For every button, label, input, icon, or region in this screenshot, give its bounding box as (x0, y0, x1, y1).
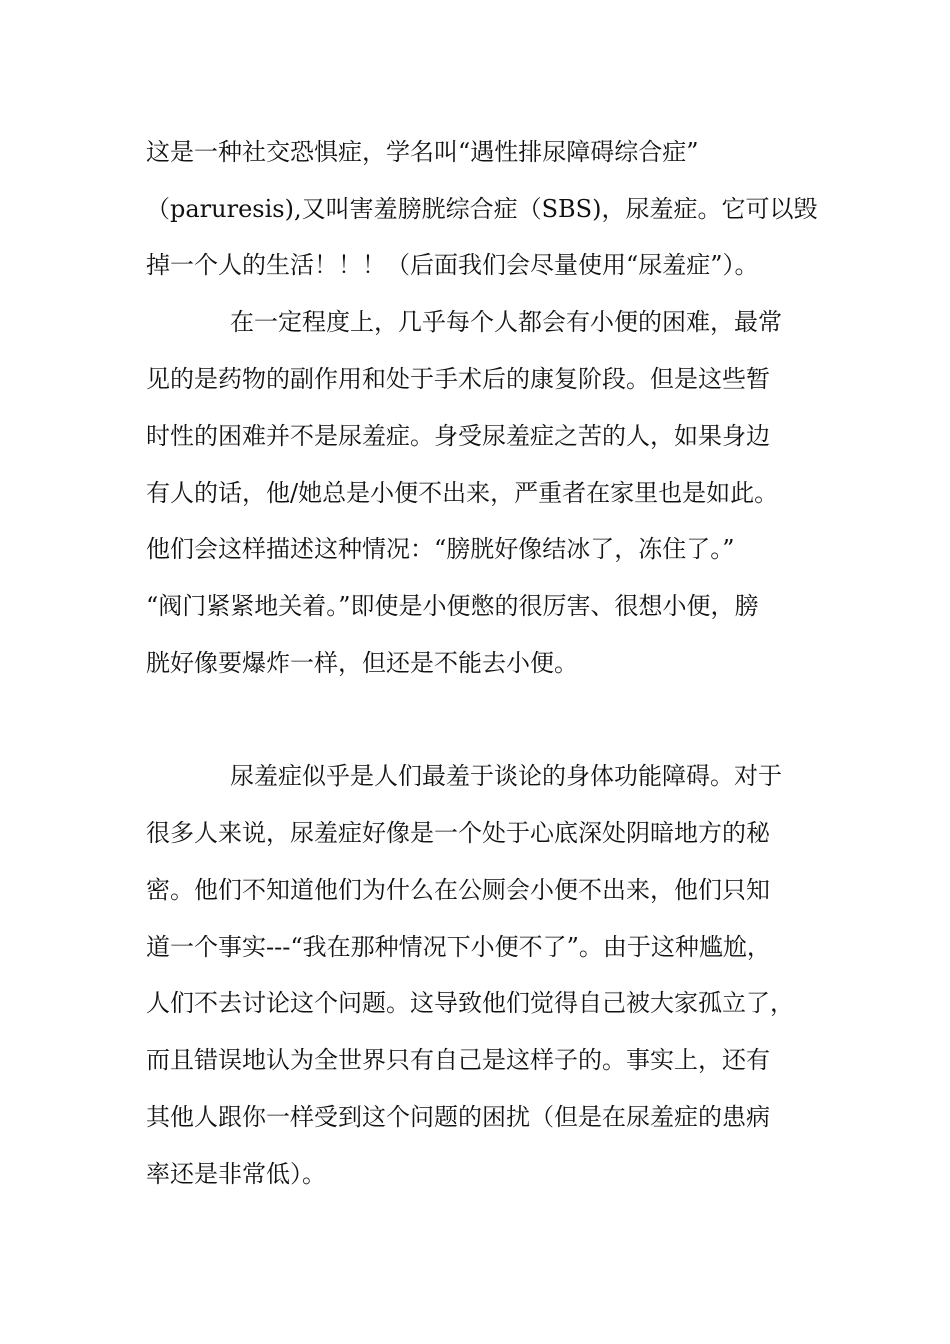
paragraph-3-line-3: 密。他们不知道他们为什么在公厕会小便不出来，他们只知 (146, 876, 770, 904)
paragraph-3-line-2: 很多人来说，尿羞症好像是一个处于心底深处阴暗地方的秘 (146, 819, 770, 847)
paragraph-3-line-5: 人们不去讨论这个问题。这导致他们觉得自己被大家孤立了， (146, 989, 794, 1017)
paragraph-3-line-6: 而且错误地认为全世界只有自己是这样子的。事实上，还有 (146, 1046, 770, 1074)
paragraph-2-line-2: 见的是药物的副作用和处于手术后的康复阶段。但是这些暂 (146, 365, 770, 393)
paragraph-2-line-1: 在一定程度上，几乎每个人都会有小便的困难，最常 (230, 308, 782, 336)
paragraph-2-line-7: 胱好像要爆炸一样，但还是不能去小便。 (146, 649, 578, 677)
paragraph-2-line-6: “阀门紧紧地关着。”即使是小便憋的很厉害、很想小便，膀 (146, 592, 759, 620)
paragraph-1-line-2: （paruresis),又叫害羞膀胱综合症（SBS)，尿羞症。它可以毁 (146, 195, 818, 223)
paragraph-3-line-8: 率还是非常低）。 (146, 1160, 326, 1188)
paragraph-2-line-3: 时性的困难并不是尿羞症。身受尿羞症之苦的人，如果身边 (146, 422, 770, 450)
paragraph-2-line-4: 有人的话，他/她总是小便不出来，严重者在家里也是如此。 (146, 479, 779, 507)
paragraph-3-line-7: 其他人跟你一样受到这个问题的困扰（但是在尿羞症的患病 (146, 1103, 770, 1131)
paragraph-2-line-5: 他们会这样描述这种情况：“膀胱好像结冰了，冻住了。” (146, 535, 735, 563)
paragraph-1-line-1: 这是一种社交恐惧症，学名叫“遇性排尿障碍综合症” (146, 138, 699, 166)
paragraph-1-line-3: 掉一个人的生活！！！（后面我们会尽量使用“尿羞症”）。 (146, 251, 759, 279)
paragraph-3-line-4: 道一个事实---“我在那种情况下小便不了”。由于这种尴尬， (146, 933, 771, 961)
paragraph-3-line-1: 尿羞症似乎是人们最羞于谈论的身体功能障碍。对于 (230, 762, 782, 790)
